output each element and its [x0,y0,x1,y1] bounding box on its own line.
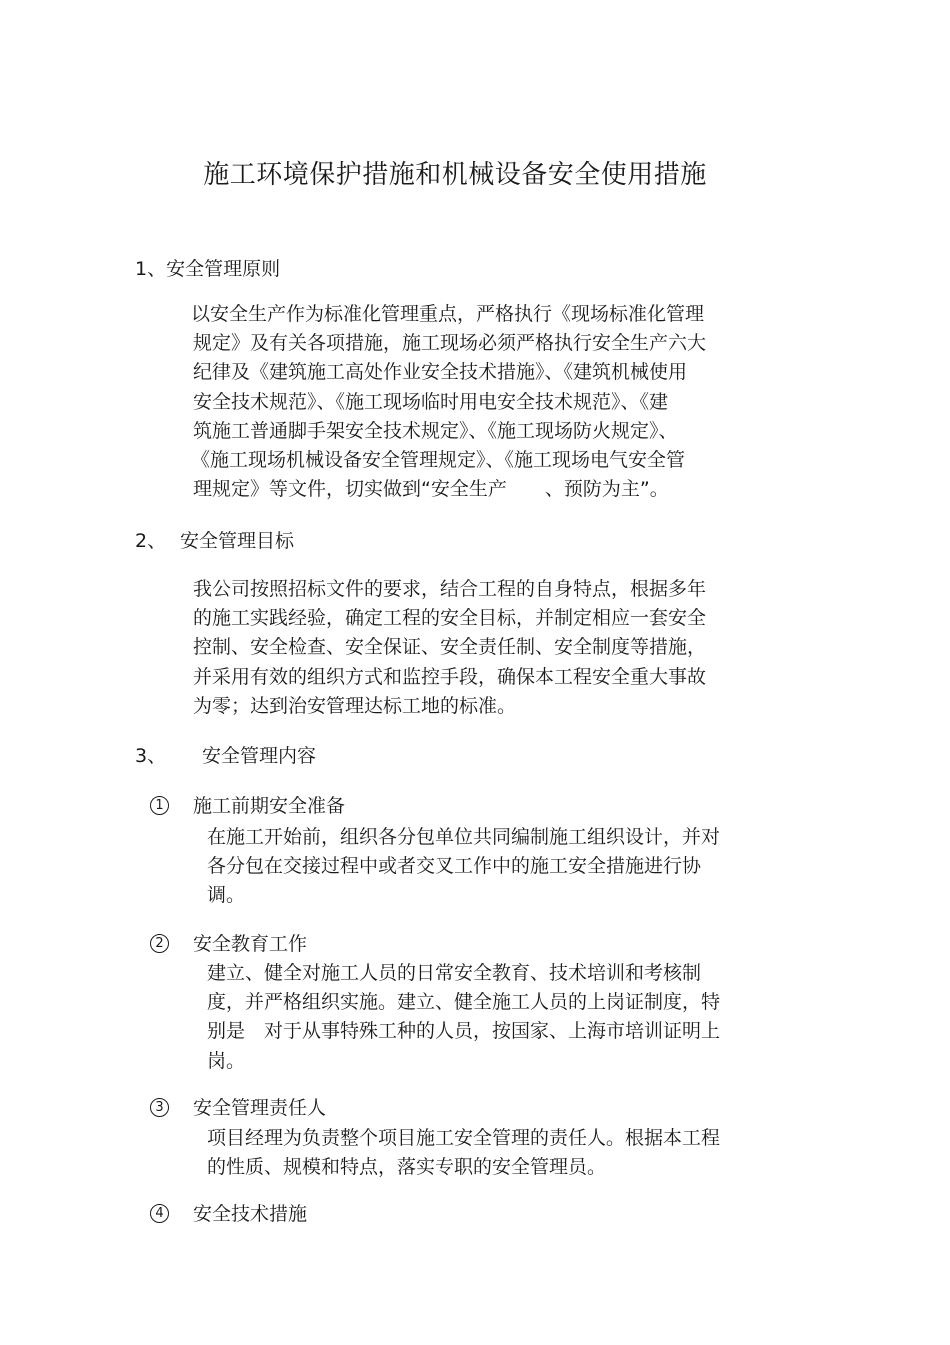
section-1-number: 1、 [135,258,167,280]
paragraph-line: 筑施工普通脚手架安全技术规定》、《施工现场防火规定》、 [193,419,678,442]
section-2-heading [135,526,294,553]
paragraph-line: 在施工开始前，组织各分包单位共同编制施工组织设计，并对 [207,826,721,848]
subsection-2-title: 安全教育工作 [193,933,308,955]
paragraph-line: 别是 对于从事特殊工种的人员，按国家、上海市培训证明上 [207,1020,721,1043]
section-2-title: 安全管理目标 [180,530,295,552]
paragraph-line: 的施工实践经验，确定工程的安全目标，并制定相应一套安全 [193,607,707,630]
subsection-4-title: 安全技术措施 [193,1203,308,1225]
section-1-heading [135,254,280,281]
document-title: 施工环境保护措施和机械设备安全使用措施 [203,160,707,190]
subsection-1-title: 施工前期安全准备 [193,795,346,817]
paragraph-line: 安全技术规范》、《施工现场临时用电安全技术规范》、《建 [193,390,669,413]
circled-number-1: 1 [150,796,169,815]
subsection-4-heading [150,1199,307,1226]
paragraph-line: 我公司按照招标文件的要求，结合工程的自身特点，根据多年 [193,578,707,600]
paragraph-line: 控制、安全检查、安全保证、安全责任制、安全制度等措施， [193,636,707,659]
subsection-2-body [207,959,720,1076]
section-3-number: 3、 [135,745,167,767]
circled-number-2: 2 [150,934,169,953]
section-2-number: 2、 [135,530,167,552]
section-1-title: 安全管理原则 [166,258,281,280]
paragraph-line: 调。 [207,884,246,907]
circled-number-4: 4 [150,1204,169,1223]
paragraph-line: 为零；达到治安管理达标工地的标准。 [193,694,517,717]
subsection-1-heading [150,791,345,818]
paragraph-line: 岗。 [207,1049,246,1072]
section-3-heading [135,741,316,768]
paragraph-line: 纪律及《建筑施工高处作业安全技术措施》、《建筑机械使用 [193,361,688,384]
section-1-body [191,300,706,504]
paragraph-line: 建立、健全对施工人员的日常安全教育、技术培训和考核制 [207,962,702,984]
paragraph-line: 并采用有效的组织方式和监控手段，确保本工程安全重大事故 [193,665,707,688]
section-2-body [193,575,706,721]
subsection-1-body [207,823,720,911]
paragraph-line: 度，并严格组织实施。建立、健全施工人员的上岗证制度，特 [207,991,721,1014]
paragraph-line: 项目经理为负责整个项目施工安全管理的责任人。根据本工程 [207,1127,721,1149]
section-3-title: 安全管理内容 [202,745,317,767]
paragraph-line: 理规定》等文件，切实做到“安全生产 、预防为主”。 [193,478,669,501]
paragraph-line: 各分包在交接过程中或者交叉工作中的施工安全措施进行协 [207,855,702,878]
subsection-3-heading [150,1093,326,1120]
paragraph-line: 规定》及有关各项措施，施工现场必须严格执行安全生产六大 [193,332,707,355]
paragraph-line: 以安全生产作为标准化管理重点，严格执行《现场标准化管理 [191,303,705,325]
circled-number-3: 3 [150,1098,169,1117]
subsection-3-body [207,1124,720,1182]
paragraph-line: 的性质、规模和特点，落实专职的安全管理员。 [207,1156,607,1179]
paragraph-line: 《施工现场机械设备安全管理规定》、《施工现场电气安全管 [191,449,686,472]
subsection-3-title: 安全管理责任人 [193,1097,327,1119]
subsection-2-heading [150,929,307,956]
